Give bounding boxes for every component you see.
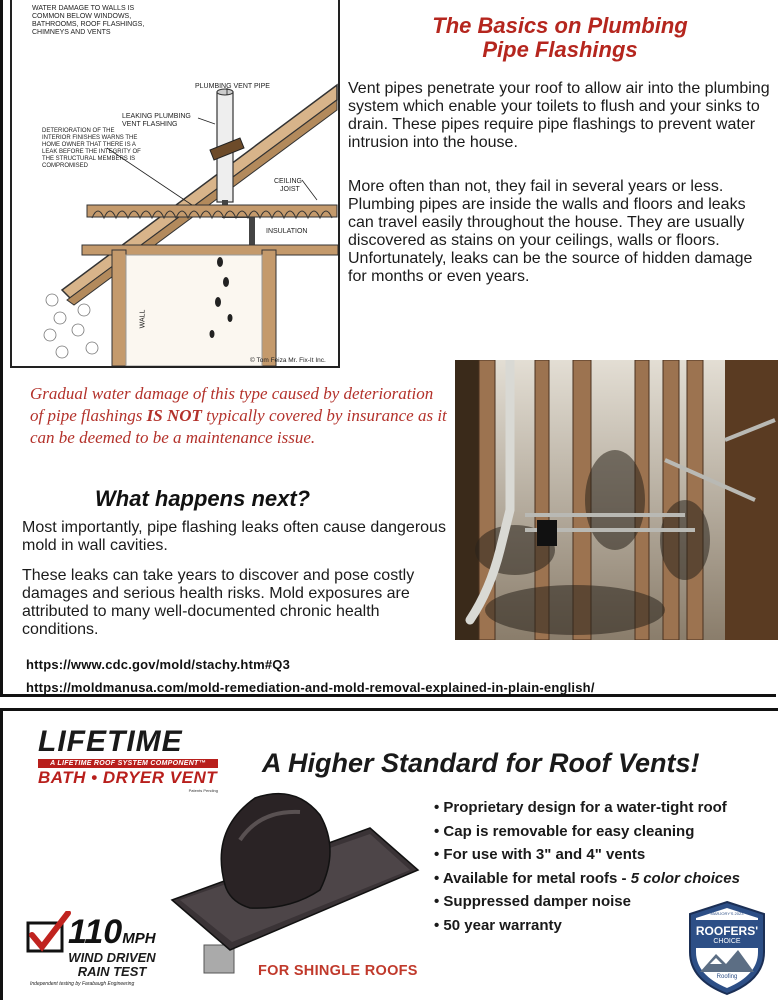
feature-text: Proprietary design for a water-tight roof — [443, 799, 727, 816]
feature-text: 50 year warranty — [443, 916, 562, 934]
badge-subtitle: CHOICE — [713, 938, 741, 945]
feature-color-choices: 5 color choices — [630, 869, 740, 887]
label-wall: WALL — [139, 309, 147, 329]
feature-item: • Suppressed damper noise — [434, 893, 631, 910]
label-deterioration: DETERIORATION OF THE INTERIOR FINISHES WARNS THE HOME OWNER THAT THERE IS A LEAK BEFORE THE INTEGRITY OF THE STRUCTURAL MEMBERS IS COMPROMISED — [42, 128, 141, 169]
vent-illustration — [170, 790, 420, 980]
label-leaking-flashing: LEAKING PLUMBING VENT FLASHING — [122, 113, 191, 128]
brand-tagline: A LIFETIME ROOF SYSTEM COMPONENT™ — [38, 759, 218, 768]
health-paragraph: These leaks can take years to discover and pose costly damages and serious health risks. Mold exposures are attributed to many well-documented chronic health conditions. — [22, 567, 415, 638]
insurance-quote — [30, 383, 450, 449]
feature-text: Available for metal roofs - — [442, 869, 631, 887]
label-vent-pipe: PLUMBING VENT PIPE — [195, 83, 270, 90]
diagram-credit: © Tom Feiza Mr. Fix-It Inc. — [250, 357, 326, 364]
feature-text: For use with 3" and 4" vents — [443, 846, 646, 863]
wind-speed-value: 110 — [68, 913, 123, 951]
mold-damage-photo — [455, 360, 778, 640]
lifetime-logo — [38, 727, 218, 793]
moldman-link[interactable]: https://moldmanusa.com/mold-remediation-and-mold-removal-explained-in-plain-english/ — [26, 680, 595, 695]
quote-emphasis: IS NOT — [146, 406, 202, 425]
testing-note: Independent testing by Farabaugh Engineering — [30, 981, 135, 987]
label-joist: JOIST — [280, 186, 300, 193]
label-ceiling: CEILING — [274, 178, 303, 185]
failure-paragraph: More often than not, they fail in several years or less. Plumbing pipes are inside the walls and floors and leaks can travel easily throughout the house. They are usually discovered as stains on your ceilings, walls or floors. Unfortunately, leaks can be the source of hidden damage for months or even years. — [348, 178, 753, 285]
feature-item: • Available for metal roofs - 5 color choices — [434, 869, 740, 887]
checkmark-icon — [22, 911, 72, 955]
label-water-damage: WATER DAMAGE TO WALLS IS COMMON BELOW WINDOWS, BATHROOMS, ROOF FLASHINGS, CHIMNEYS AND VENTS — [32, 5, 145, 36]
title-line-1: The Basics on Plumbing — [432, 13, 688, 38]
roofers-choice-badge — [686, 900, 768, 996]
wall-cavity-image — [455, 360, 778, 640]
feature-item: • 50 year warranty — [434, 916, 562, 934]
product-name: BATH • DRYER VENT — [38, 768, 218, 787]
feature-item: • Proprietary design for a water-tight roof — [434, 799, 727, 816]
badge-bottom-text: Roofing — [716, 974, 738, 980]
cdc-link[interactable]: https://www.cdc.gov/mold/stachy.htm#Q3 — [26, 657, 291, 672]
badge-top-text: MARJORY'S 2023 — [710, 911, 744, 916]
badge-title: ROOFERS' — [695, 924, 759, 938]
feature-item: • For use with 3" and 4" vents — [434, 846, 646, 863]
feature-item: • Cap is removable for easy cleaning — [434, 822, 695, 840]
what-happens-heading: What happens next? — [95, 486, 311, 511]
intro-paragraph: Vent pipes penetrate your roof to allow air into the plumbing system which enable your toilets to flush and your sinks to drain. These pipes require pipe flashings to prevent water intrusion into the house. — [348, 80, 770, 151]
feature-text: Cap is removable for easy cleaning — [443, 822, 695, 840]
wind-driven-label: WIND DRIVEN — [68, 950, 156, 965]
label-insulation: INSULATION — [266, 228, 308, 235]
feature-text: Suppressed damper noise — [443, 893, 631, 910]
quote-part-1: Gradual water damage of this type caused by deterioration of pipe flashings — [30, 384, 434, 425]
brand-name: LIFETIME — [38, 725, 183, 758]
flashing-diagram — [10, 0, 340, 368]
mold-paragraph: Most importantly, pipe flashing leaks often cause dangerous mold in wall cavities. — [22, 519, 446, 554]
article-title — [350, 14, 770, 62]
quote-part-2: typically covered by insurance as it can be deemed to be a maintenance issue. — [30, 406, 447, 447]
roof-vent-product-image — [170, 790, 420, 980]
title-line-2: Pipe Flashings — [482, 37, 638, 62]
wind-speed-unit: MPH — [122, 930, 156, 947]
rain-test-label: RAIN TEST — [77, 964, 147, 979]
patent-note: Patents Pending — [188, 788, 218, 793]
shingle-roofs-label: FOR SHINGLE ROOFS — [258, 963, 418, 979]
ad-headline: A Higher Standard for Roof Vents! — [262, 748, 700, 778]
